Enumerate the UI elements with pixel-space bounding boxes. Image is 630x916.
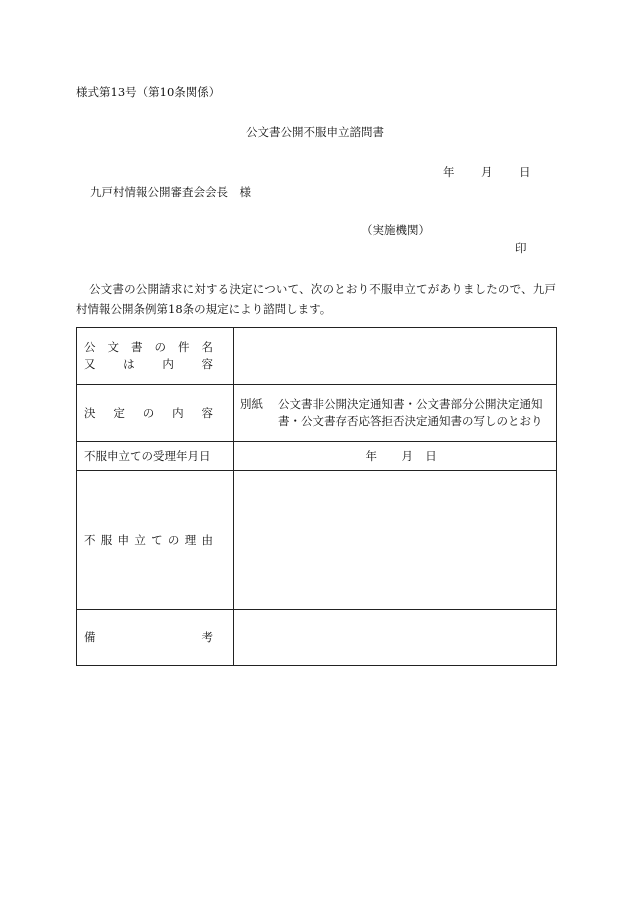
label-char: 理 xyxy=(184,532,197,547)
receipt-month: 月 xyxy=(401,448,413,463)
date-month: 月 xyxy=(481,165,493,179)
label-char: 書 xyxy=(131,340,143,355)
label-char: 公 xyxy=(84,340,96,355)
receipt-year: 年 xyxy=(365,448,377,463)
label-document-subject xyxy=(77,328,234,385)
label-char: 服 xyxy=(100,532,113,547)
value-document-subject[interactable] xyxy=(234,328,557,385)
label-line-1 xyxy=(84,339,213,356)
label-char: 立 xyxy=(134,532,146,547)
label-char: 申 xyxy=(117,532,130,547)
value-remarks[interactable] xyxy=(234,609,557,665)
form-number: 様式第13号（第10条関係） xyxy=(76,85,221,99)
label-char: 又 xyxy=(84,357,96,372)
form-table xyxy=(76,327,557,666)
receipt-day: 日 xyxy=(425,448,437,463)
value-appeal-reason[interactable] xyxy=(234,471,557,609)
table-row xyxy=(77,471,557,609)
label-char: 内 xyxy=(172,405,184,420)
label-char: 不 xyxy=(84,532,96,547)
label-char: 考 xyxy=(201,629,213,644)
label-char: 名 xyxy=(201,340,213,355)
attachment-text: 公文書非公開決定通知書・公文書部分公開決定通知書・公文書存否応答拒否決定通知書の写しのとおり xyxy=(278,397,543,429)
label-char: 容 xyxy=(201,405,213,420)
label-char: の xyxy=(142,405,155,420)
label-char: の xyxy=(154,340,166,355)
body-text: 公文書の公開請求に対する決定について、次のとおり不服申立てがありましたので、九戸村情報公開条例第18条の規定により諮問します。 xyxy=(76,282,556,316)
implementing-agency: （実施機関） xyxy=(361,223,430,237)
label-decision-content xyxy=(77,385,234,442)
value-receipt-date[interactable] xyxy=(234,442,557,471)
seal-mark: 印 xyxy=(515,241,527,255)
attachment-prefix: 別紙 xyxy=(240,397,263,412)
date-year: 年 xyxy=(443,165,455,179)
table-row xyxy=(77,328,557,385)
label-char: 決 xyxy=(84,405,96,420)
date-day: 日 xyxy=(519,165,531,179)
table-row xyxy=(77,385,557,442)
label-appeal-reason xyxy=(77,471,234,609)
label-char: 定 xyxy=(113,405,125,420)
label-receipt-date: 不服申立ての受理年月日 xyxy=(77,442,234,471)
label-char: 由 xyxy=(201,532,213,547)
label-char: 件 xyxy=(178,340,190,355)
label-line-2 xyxy=(84,356,213,373)
label-char: 備 xyxy=(84,629,96,644)
label-char: は xyxy=(123,357,135,372)
label-char: 内 xyxy=(162,357,174,372)
value-decision-content xyxy=(234,385,557,442)
label-char: の xyxy=(167,532,180,547)
addressee: 九戸村情報公開審査会会長 様 xyxy=(90,185,251,199)
document-title: 公文書公開不服申立諮問書 xyxy=(246,125,384,139)
label-char: 文 xyxy=(107,340,119,355)
label-remarks xyxy=(77,609,234,665)
label-char: 容 xyxy=(201,357,213,372)
label-char: て xyxy=(151,532,163,547)
table-row xyxy=(77,609,557,665)
table-row xyxy=(77,442,557,471)
date-line xyxy=(443,164,531,180)
